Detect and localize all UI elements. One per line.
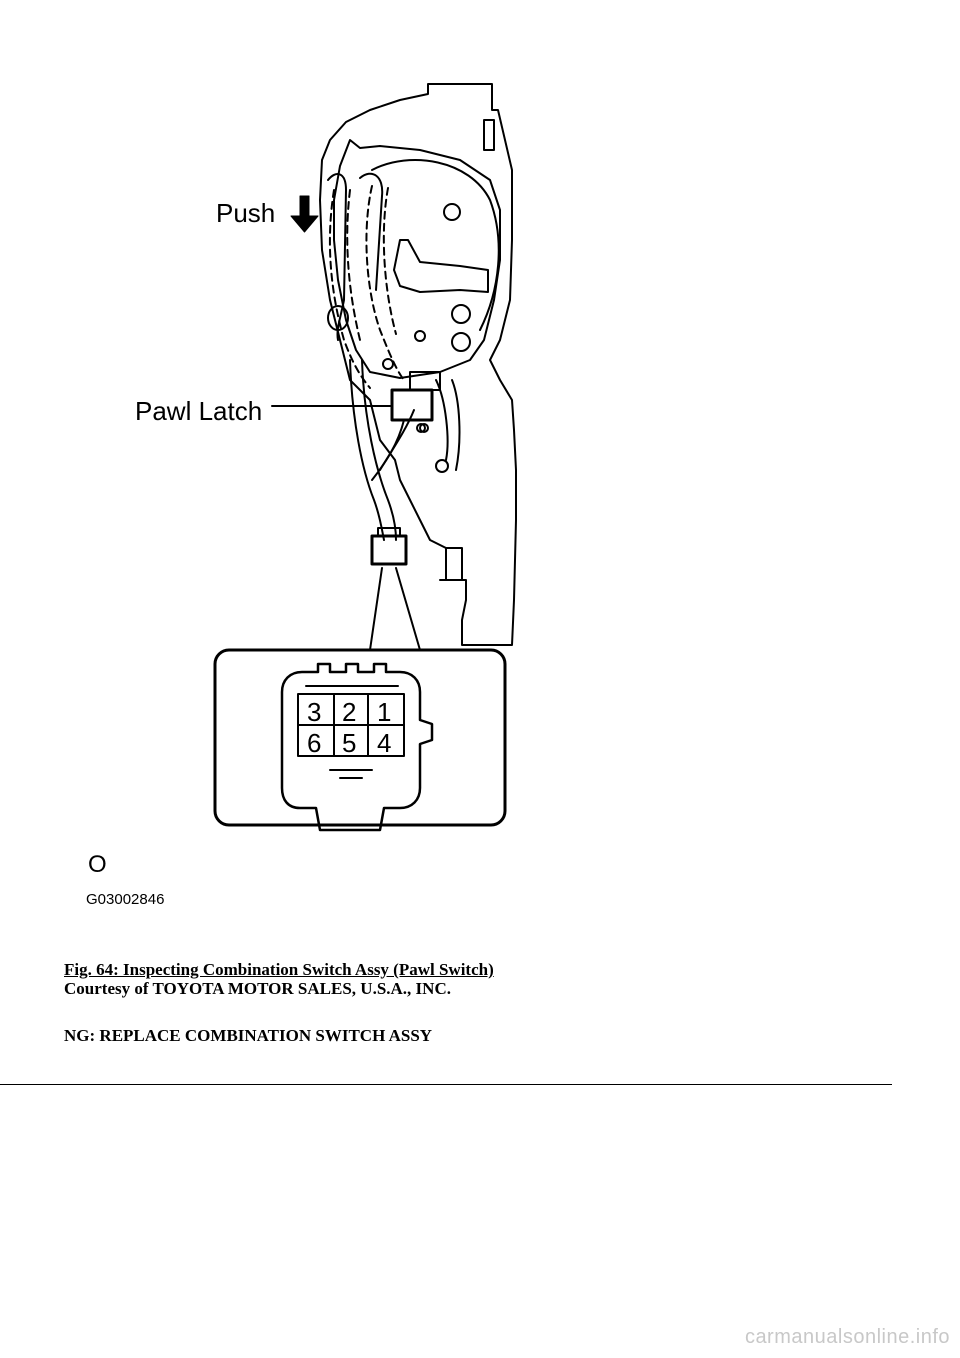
connector-pin-label: 3	[307, 697, 322, 727]
figure-caption	[64, 960, 494, 979]
wire-harness	[350, 360, 384, 540]
wire-harness	[436, 380, 448, 460]
connector-pin-label: 6	[307, 728, 322, 758]
push-arrow-icon	[291, 196, 318, 232]
mount-hole-1	[444, 204, 460, 220]
figure-caption-link[interactable]: Fig. 64: Inspecting Combination Switch Assy (Pawl Switch)	[64, 960, 494, 979]
push-label: Push	[216, 198, 276, 228]
mount-hole-3	[452, 333, 470, 351]
connector-face	[282, 664, 432, 830]
housing-tab	[484, 120, 494, 150]
ng-instruction: NG: REPLACE COMBINATION SWITCH ASSY	[64, 1026, 433, 1045]
latch-claw	[394, 240, 488, 292]
connector-pin-label: 1	[377, 697, 392, 727]
wire-harness	[452, 380, 459, 470]
pawl-latch-label: Pawl Latch	[135, 396, 263, 426]
graphic-id: G03002846	[86, 891, 165, 908]
connector-pin-label: 4	[377, 728, 392, 758]
harness-connector	[372, 536, 406, 564]
watermark: carmanualsonline.info	[744, 1326, 950, 1348]
connector-pin-label: 2	[342, 697, 357, 727]
mount-hole-5	[383, 359, 393, 369]
figure-courtesy: Courtesy of TOYOTA MOTOR SALES, U.S.A., INC.	[64, 979, 451, 998]
connector-inset-frame	[215, 650, 505, 825]
mount-hole-2	[452, 305, 470, 323]
latch-arc	[372, 160, 499, 330]
callout-line	[396, 568, 420, 650]
callout-line	[370, 568, 382, 650]
housing-step	[446, 548, 462, 580]
latch-inner-plate	[334, 140, 500, 378]
mount-hole-6	[436, 460, 448, 472]
mount-hole-4	[415, 331, 425, 341]
corner-mark: O	[88, 851, 107, 878]
linkage-rod-dashed	[347, 190, 360, 340]
section-divider	[0, 1084, 892, 1085]
linkage-rod-dashed	[384, 188, 396, 334]
connector-pin-label: 5	[342, 728, 357, 758]
